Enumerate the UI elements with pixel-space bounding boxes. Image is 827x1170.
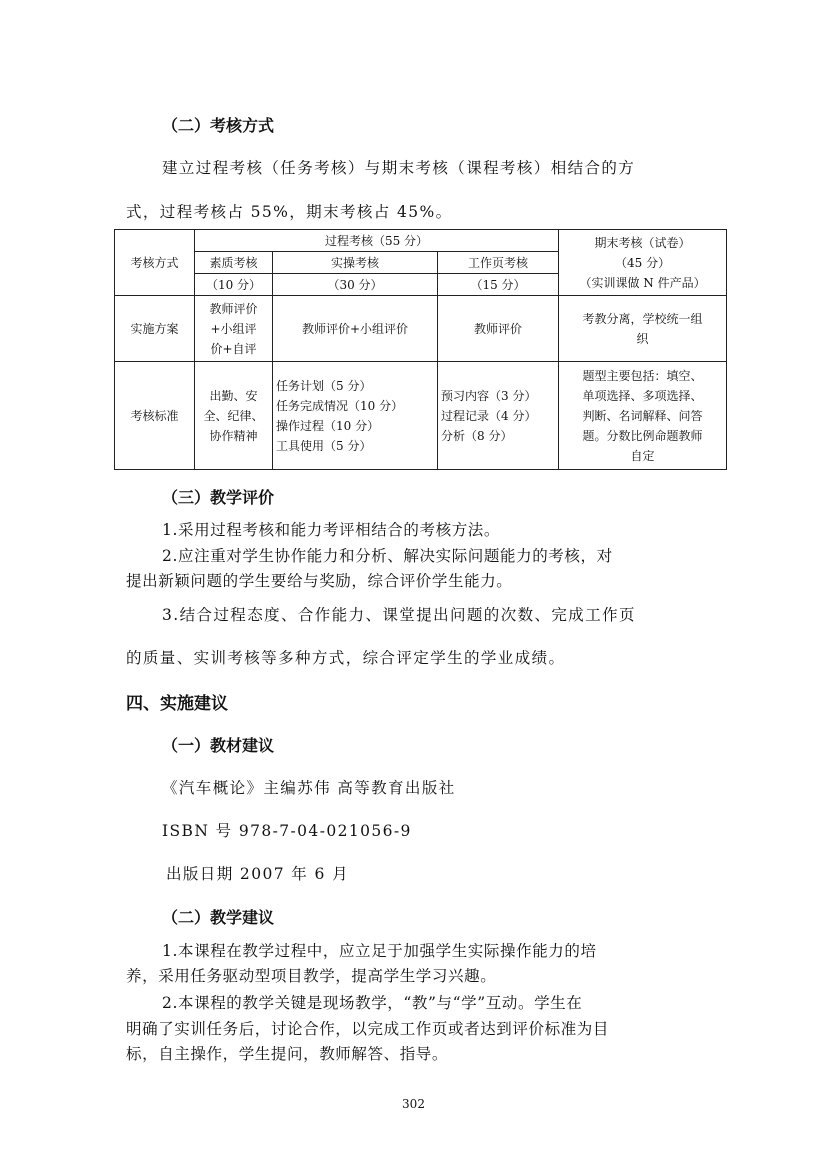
row-plan-final: [559, 296, 727, 362]
section-heading-assessment: （二）考核方式: [162, 116, 275, 135]
evaluation-item2-line1: 2.应注重对学生协作能力和分析、解决实际问题能力的考核，对: [162, 547, 613, 565]
header-process: 过程考核（55 分）: [195, 230, 559, 252]
header-practical-points: （30 分）: [273, 274, 438, 296]
cell-line: 协作精神: [209, 428, 258, 443]
cell-line: 工具使用（5 分）: [276, 438, 372, 453]
header-final: [559, 230, 727, 296]
teaching-item1-line1: 1.本课程在教学过程中，应立足于加强学生实际操作能力的培: [162, 942, 597, 960]
header-final-name: 期末考核（试卷）: [594, 235, 691, 250]
cell-line: 织: [636, 331, 649, 346]
header-final-note: （实训课做 N 件产品）: [579, 275, 706, 290]
assessment-table: [114, 229, 727, 470]
header-worksheet: 工作页考核: [438, 252, 559, 274]
cell-line: 任务计划（5 分）: [276, 378, 372, 393]
cell-line: 自定: [630, 448, 655, 463]
cell-line: 考教分离，学校统一组: [582, 311, 703, 326]
cell-line: 题。分数比例命题教师: [582, 428, 703, 443]
textbook-title-line: 《汽车概论》主编苏伟 高等教育出版社: [162, 779, 456, 797]
row-plan-practical: 教师评价+小组评价: [273, 296, 438, 362]
cell-line: 价+自评: [210, 341, 257, 356]
assessment-paragraph-line1: 建立过程考核（任务考核）与期末考核（课程考核）相结合的方: [162, 159, 636, 177]
header-quality: 素质考核: [195, 252, 273, 274]
cell-line: 任务完成情况（10 分）: [276, 398, 404, 413]
chapter-heading-implementation: 四、实施建议: [126, 694, 228, 714]
cell-line: 操作过程（10 分）: [276, 418, 380, 433]
section-heading-evaluation: （三）教学评价: [162, 488, 275, 507]
teaching-item1-line2: 养，采用任务驱动型项目教学，提高学生学习兴趣。: [126, 967, 497, 985]
teaching-item2-line3: 标，自主操作，学生提问，教师解答、指导。: [126, 1045, 449, 1063]
section-heading-teaching: （二）教学建议: [162, 908, 275, 927]
header-method: 考核方式: [115, 230, 195, 296]
header-worksheet-points: （15 分）: [438, 274, 559, 296]
cell-line: 预习内容（3 分）: [441, 388, 537, 403]
cell-line: 单项选择、多项选择、: [582, 388, 703, 403]
cell-line: 分析（8 分）: [441, 428, 513, 443]
row-standard-quality: [195, 362, 273, 470]
evaluation-item3-line1: 3.结合过程态度、合作能力、课堂提出问题的次数、完成工作页: [162, 606, 636, 624]
header-practical: 实操考核: [273, 252, 438, 274]
cell-line: 过程记录（4 分）: [441, 408, 537, 423]
row-standard-final: [559, 362, 727, 470]
evaluation-item3-line2: 的质量、实训考核等多种方式，综合评定学生的学业成绩。: [126, 649, 566, 667]
row-standard-label: 考核标准: [115, 362, 195, 470]
cell-line: 教师评价: [209, 301, 258, 316]
cell-line: 出勤、安: [209, 388, 258, 403]
cell-line: 题型主要包括：填空、: [582, 368, 703, 383]
header-final-points: （45 分）: [614, 255, 671, 270]
row-plan-worksheet: 教师评价: [438, 296, 559, 362]
cell-line: 判断、名词解释、问答: [582, 408, 703, 423]
row-plan-quality: [195, 296, 273, 362]
cell-line: 全、纪律、: [203, 408, 264, 423]
teaching-item2-line1: 2.本课程的教学关键是现场教学，“教”与“学”互动。学生在: [162, 994, 583, 1012]
section-heading-textbook: （一）教材建议: [162, 736, 275, 755]
assessment-paragraph-line2: 式，过程考核占 55%，期末考核占 45%。: [126, 203, 453, 221]
evaluation-item2-line2: 提出新颖问题的学生要给与奖励，综合评价学生能力。: [126, 572, 513, 590]
row-standard-practical: [273, 362, 438, 470]
row-standard-worksheet: [438, 362, 559, 470]
textbook-isbn-line: ISBN 号 978-7-04-021056-9: [162, 822, 412, 840]
evaluation-item1: 1.采用过程考核和能力考评相结合的考核方法。: [162, 521, 500, 539]
teaching-item2-line2: 明确了实训任务后，讨论合作，以完成工作页或者达到评价标准为目: [126, 1020, 610, 1038]
header-quality-points: （10 分）: [195, 274, 273, 296]
textbook-date-line: 出版日期 2007 年 6 月: [166, 865, 350, 883]
cell-line: +小组评: [210, 321, 257, 336]
page-number: 302: [402, 1097, 425, 1111]
row-plan-label: 实施方案: [115, 296, 195, 362]
